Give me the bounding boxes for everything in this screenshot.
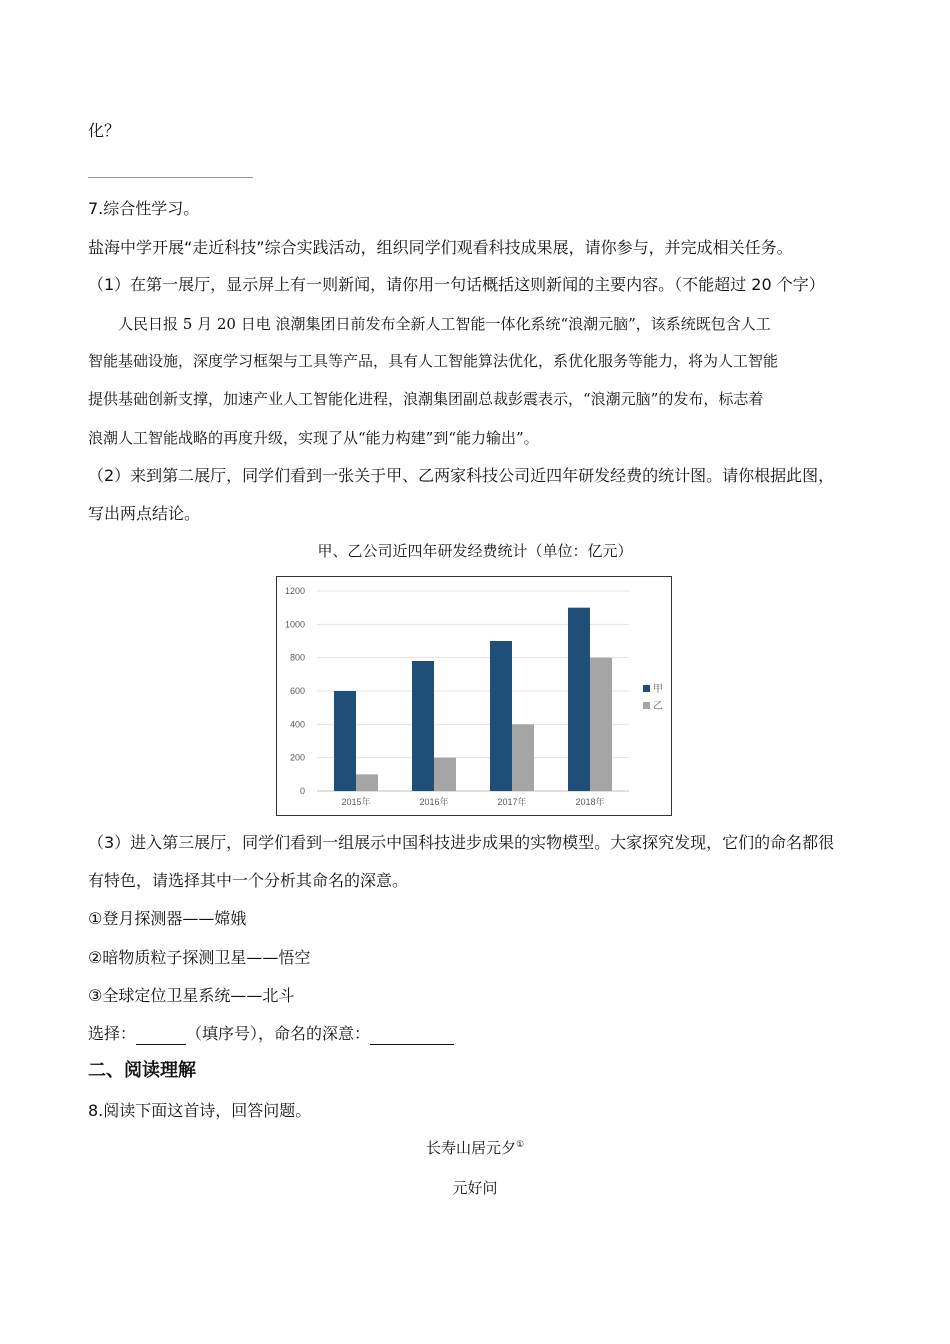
y-tick-label: 1000 bbox=[284, 619, 305, 630]
q7-title: 7.综合性学习。 bbox=[88, 199, 200, 218]
poem-footnote-mark: ① bbox=[515, 1140, 525, 1150]
x-tick-label: 2015年 bbox=[341, 797, 371, 807]
choice-blank[interactable] bbox=[136, 1026, 186, 1045]
chart-title: 甲、乙公司近四年研发经费统计（单位：亿元） bbox=[317, 542, 633, 560]
legend-label: 乙 bbox=[653, 701, 663, 712]
q7-task3-line1: （3）进入第三展厅，同学们看到一组展示中国科技进步成果的实物模型。大家探究发现，它们的命名都很 bbox=[88, 833, 835, 852]
option-2: ②暗物质粒子探测卫星——悟空 bbox=[88, 948, 311, 967]
answer-label-choice: 选择： bbox=[88, 1024, 137, 1043]
q7-task2-line2: 写出两点结论。 bbox=[88, 504, 201, 523]
y-tick-label: 800 bbox=[289, 652, 305, 663]
y-tick-label: 200 bbox=[289, 752, 305, 763]
y-tick-label: 0 bbox=[299, 786, 305, 796]
legend-swatch-甲 bbox=[643, 685, 650, 692]
q7-task2-line1: （2）来到第二展厅，同学们看到一张关于甲、乙两家科技公司近四年研发经费的统计图。请你根据此图， bbox=[88, 466, 835, 485]
q7-intro: 盐海中学开展“走近科技”综合实践活动，组织同学们观看科技成果展，请你参与，并完成相关任务。 bbox=[88, 238, 793, 257]
q7-task3-line2: 有特色，请选择其中一个分析其命名的深意。 bbox=[88, 871, 409, 890]
bar-乙-2016年 bbox=[434, 758, 456, 791]
option-1: ①登月探测器——嫦娥 bbox=[88, 909, 247, 928]
y-tick-label: 600 bbox=[289, 686, 305, 696]
poem-title-text: 长寿山居元夕 bbox=[425, 1139, 516, 1157]
bar-甲-2016年 bbox=[412, 661, 434, 791]
divider bbox=[88, 177, 253, 178]
bar-乙-2018年 bbox=[590, 658, 612, 791]
bar-甲-2017年 bbox=[490, 641, 512, 791]
news-line-2: 智能基础设施，深度学习框架与工具等产品，具有人工智能算法优化，系优化服务等能力，将为人工智能 bbox=[88, 352, 779, 370]
q7-task1: （1）在第一展厅，显示屏上有一则新闻，请你用一句话概括这则新闻的主要内容。（不能超过 20 个字） bbox=[88, 275, 825, 294]
answer-label-meaning: （填序号），命名的深意： bbox=[186, 1024, 371, 1043]
y-tick-label: 1200 bbox=[284, 586, 305, 596]
x-tick-label: 2016年 bbox=[419, 797, 449, 807]
news-line-4: 浪潮人工智能战略的再度升级，实现了从“能力构建”到“能力输出”。 bbox=[88, 429, 539, 447]
bar-chart bbox=[276, 576, 672, 816]
top-fragment: 化？ bbox=[88, 121, 121, 140]
bar-乙-2015年 bbox=[356, 774, 378, 791]
legend-label: 甲 bbox=[653, 684, 663, 695]
bar-甲-2018年 bbox=[568, 608, 590, 791]
poem-title bbox=[0, 1137, 950, 1158]
chart-svg bbox=[277, 577, 671, 815]
legend-swatch-乙 bbox=[643, 702, 650, 709]
x-tick-label: 2017年 bbox=[497, 797, 527, 807]
section-heading: 二、阅读理解 bbox=[88, 1060, 196, 1081]
bar-乙-2017年 bbox=[512, 724, 534, 791]
option-3: ③全球定位卫星系统——北斗 bbox=[88, 986, 295, 1005]
q8-prompt: 8.阅读下面这首诗，回答问题。 bbox=[88, 1101, 312, 1120]
news-line-3: 提供基础创新支撑，加速产业人工智能化进程，浪潮集团副总裁彭震表示，“浪潮元脑”的发布，标志着 bbox=[88, 390, 764, 408]
poem-author: 元好问 bbox=[452, 1179, 498, 1197]
bar-甲-2015年 bbox=[334, 691, 356, 791]
y-tick-label: 400 bbox=[289, 719, 305, 730]
news-line-1: 人民日报 5 月 20 日电 浪潮集团日前发布全新人工智能一体化系统“浪潮元脑”，该系统既包含人工 bbox=[118, 315, 771, 333]
x-tick-label: 2018年 bbox=[575, 797, 605, 807]
meaning-blank[interactable] bbox=[370, 1026, 454, 1045]
answer-line bbox=[88, 1023, 454, 1045]
